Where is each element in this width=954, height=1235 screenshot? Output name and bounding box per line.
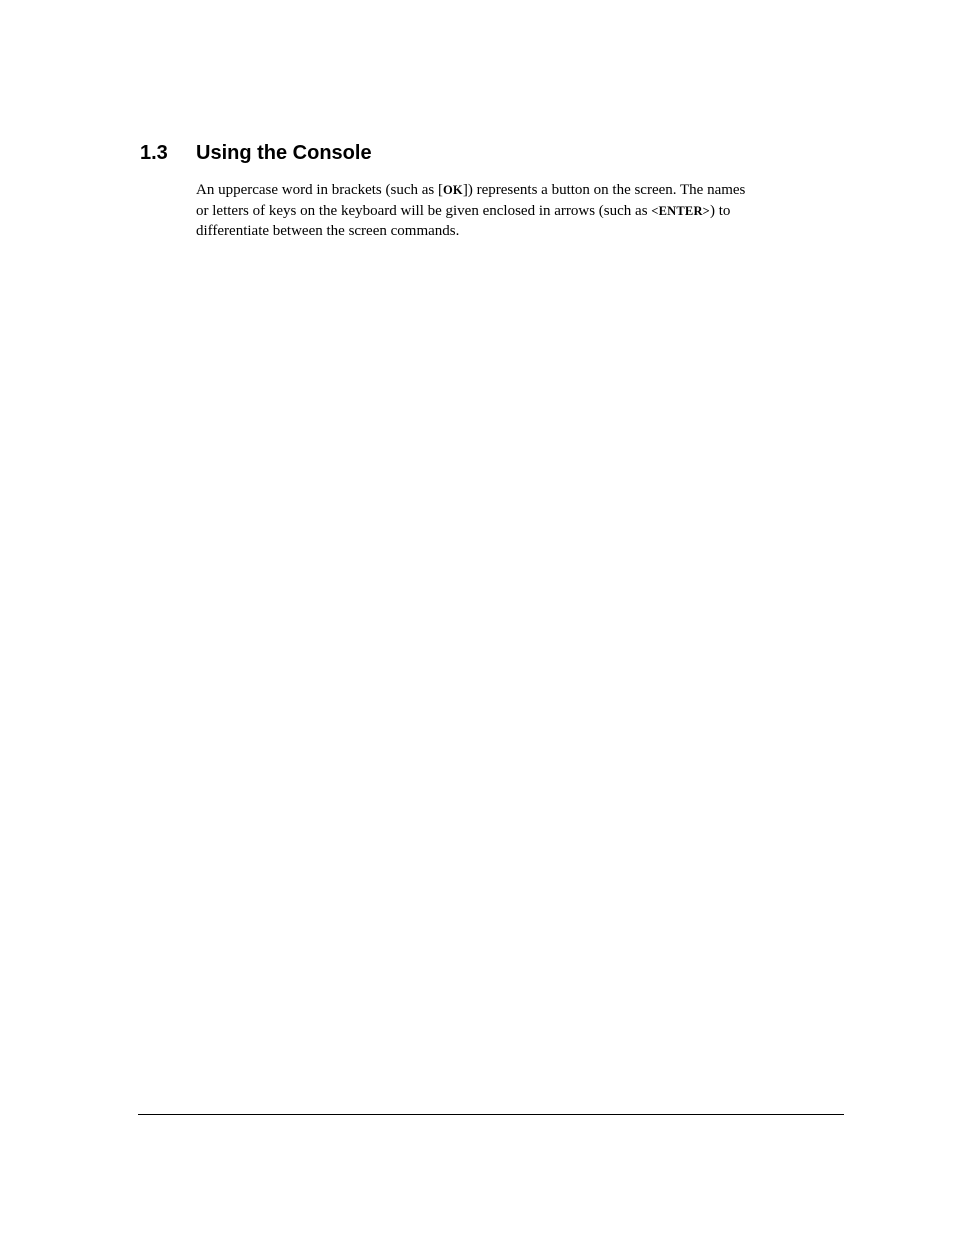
section-title: Using the Console: [196, 142, 372, 164]
section-number: 1.3: [140, 142, 168, 164]
body-paragraph: [196, 180, 836, 242]
line1-before: An uppercase word in brackets (such as [: [196, 182, 443, 198]
line1-after: ]) represents a button on the screen. The names: [462, 182, 746, 198]
paragraph-line-3: differentiate between the screen commands.: [196, 223, 460, 239]
line2-after: ) to: [710, 202, 731, 219]
ok-button-reference: OK: [443, 183, 463, 197]
enter-key-reference: <ENTER>: [651, 203, 711, 218]
paragraph-line-2: [196, 201, 836, 222]
section-heading: [140, 140, 372, 166]
footer-divider: [138, 1114, 844, 1115]
line2-before: or letters of keys on the keyboard will be given enclosed in arrows (such as: [196, 202, 652, 219]
paragraph-line-1: [196, 180, 836, 201]
